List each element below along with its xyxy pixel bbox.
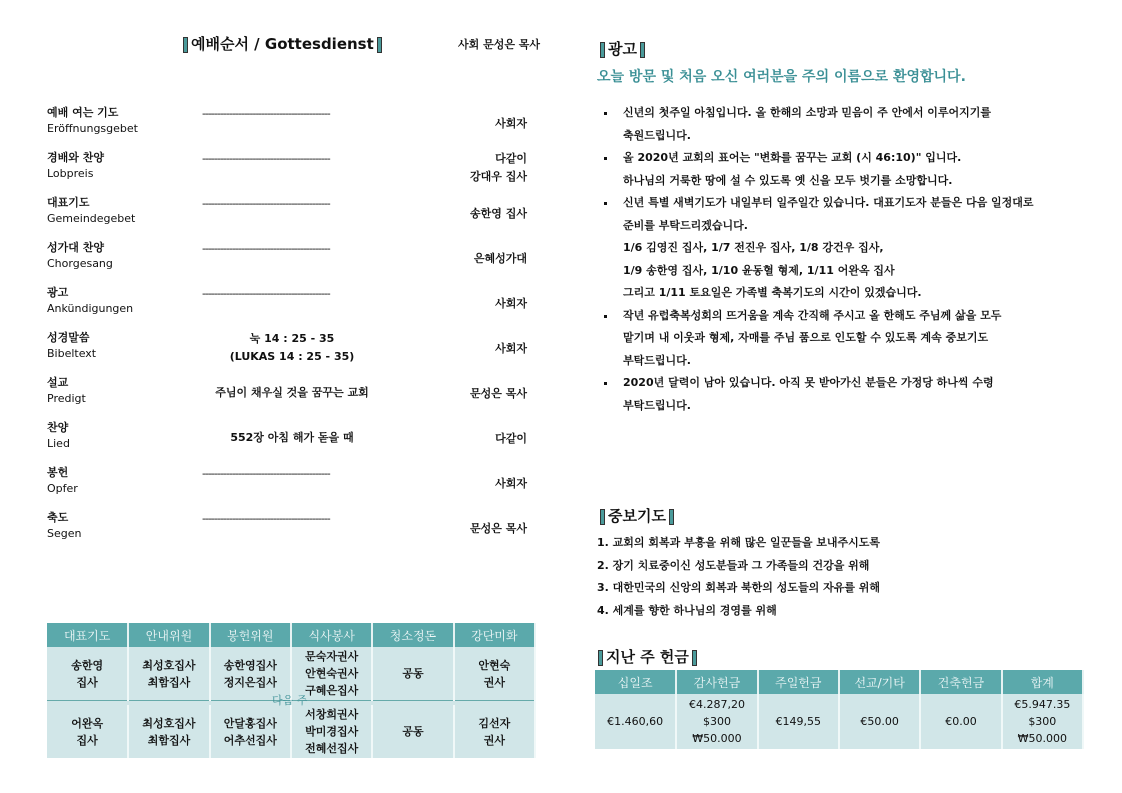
person-name: 은혜성가대 bbox=[473, 252, 527, 265]
cell-line: 구혜은집사 bbox=[305, 684, 359, 697]
cell-line: 어완옥 bbox=[71, 716, 104, 730]
item-label bbox=[47, 510, 81, 542]
column-header: 봉헌위원 bbox=[210, 623, 291, 647]
item-korean: 광고 bbox=[47, 286, 69, 299]
item-korean: 찬양 bbox=[47, 421, 69, 434]
worship-title-text: 예배순서 / Gottesdienst bbox=[191, 35, 374, 53]
person-name: 송한영 집사 bbox=[470, 207, 527, 220]
cell-line: €50.00 bbox=[860, 715, 899, 728]
dash-line: ------------------------------------------- bbox=[202, 197, 330, 210]
item-person bbox=[407, 250, 527, 268]
column-header: 선교/기타 bbox=[839, 670, 920, 694]
announcement-line: 부탁드립니다. bbox=[623, 398, 691, 412]
table-cell bbox=[920, 694, 1001, 749]
table-cell bbox=[210, 705, 291, 758]
table-cell bbox=[676, 694, 757, 749]
item-korean: 설교 bbox=[47, 376, 69, 389]
person-name: 사회자 bbox=[495, 342, 527, 355]
cell-line: 송한영 bbox=[71, 658, 104, 672]
person-name: 문성은 목사 bbox=[470, 522, 527, 535]
cell-line: 집사 bbox=[76, 675, 98, 689]
cell-line: 안현숙 bbox=[478, 658, 511, 672]
item-person bbox=[407, 340, 527, 358]
item-person bbox=[407, 115, 527, 133]
person-name: 사회자 bbox=[495, 117, 527, 130]
item-label bbox=[47, 375, 86, 407]
column-header: 건축헌금 bbox=[920, 670, 1001, 694]
title-bar-icon bbox=[377, 37, 382, 53]
column-header: 청소정돈 bbox=[372, 623, 453, 647]
item-german: Segen bbox=[47, 527, 82, 540]
table-cell bbox=[128, 705, 209, 758]
person-name: 다같이 bbox=[495, 432, 527, 445]
title-bar-icon bbox=[600, 509, 605, 525]
dash-line: ------------------------------------------- bbox=[202, 107, 330, 120]
announcement-line: ▪ 올 2020년 교회의 표어는 "변화를 꿈꾸는 교회 (시 46:10)" 입니다. bbox=[623, 151, 962, 164]
table-cell bbox=[758, 694, 839, 749]
worship-item bbox=[47, 330, 527, 370]
duty-table bbox=[47, 623, 536, 758]
person-name: 문성은 목사 bbox=[470, 387, 527, 400]
announcement-item bbox=[617, 102, 1097, 147]
item-label bbox=[47, 465, 78, 497]
item-content bbox=[197, 384, 387, 402]
announcement-line: ▪ 작년 유럽축복성회의 뜨거움을 계속 간직해 주시고 올 한해도 주님께 삶을 모두 bbox=[623, 308, 1002, 322]
table-row bbox=[47, 705, 535, 758]
item-label bbox=[47, 330, 96, 362]
next-week-label: 다음 주 bbox=[272, 694, 308, 707]
item-label bbox=[47, 420, 70, 452]
worship-item bbox=[47, 510, 527, 550]
worship-item bbox=[47, 195, 527, 235]
table-cell bbox=[47, 647, 128, 701]
welcome-message: 오늘 방문 및 처음 오신 여러분을 주의 이름으로 환영합니다. bbox=[597, 69, 966, 85]
cell-line: 박미경집사 bbox=[305, 725, 359, 738]
cell-line: 안달홍집사 bbox=[223, 716, 277, 730]
item-person bbox=[407, 205, 527, 223]
cell-line: 안현숙권사 bbox=[305, 667, 359, 680]
dash-line: ------------------------------------------- bbox=[202, 152, 330, 165]
item-label bbox=[47, 240, 113, 272]
worship-item bbox=[47, 240, 527, 280]
cell-line: €0.00 bbox=[945, 715, 977, 728]
cell-line: €5.947.35 bbox=[1014, 698, 1071, 711]
column-header: 안내위원 bbox=[128, 623, 209, 647]
worship-item bbox=[47, 465, 527, 505]
worship-order-title bbox=[180, 33, 385, 54]
cell-line: ₩50.000 bbox=[692, 732, 742, 745]
announcement-line: ▪ 2020년 달력이 남아 있습니다. 아직 못 받아가신 분들은 가정당 하나씩 수령 bbox=[623, 376, 994, 389]
table-cell bbox=[595, 694, 676, 749]
cell-line: $300 bbox=[1028, 715, 1057, 728]
person-name: 강대우 집사 bbox=[470, 170, 527, 183]
prayer-list bbox=[597, 532, 880, 622]
person-name: 사회자 bbox=[495, 477, 527, 490]
prayer-item: 3. 대한민국의 신앙의 회복과 북한의 성도들의 자유를 위해 bbox=[597, 581, 881, 594]
item-korean: 경배와 찬양 bbox=[47, 151, 104, 164]
cell-line: 정지은집사 bbox=[223, 675, 277, 689]
cell-line: 전혜선집사 bbox=[305, 742, 359, 755]
content-line: (LUKAS 14 : 25 - 35) bbox=[229, 350, 355, 363]
item-person bbox=[407, 520, 527, 538]
prayer-item: 4. 세계를 향한 하나님의 경영를 위해 bbox=[597, 603, 777, 617]
announcement-line: 그리고 1/11 토요일은 가족별 축복기도의 시간이 있겠습니다. bbox=[623, 286, 922, 299]
item-korean: 예배 여는 기도 bbox=[47, 106, 119, 119]
announcement-line: 하나님의 거룩한 땅에 설 수 있도록 옛 신을 모두 벗기를 소망합니다. bbox=[623, 173, 953, 187]
header-row bbox=[595, 670, 1083, 694]
column-header: 강단미화 bbox=[454, 623, 535, 647]
table-cell bbox=[839, 694, 920, 749]
dash-line: ------------------------------------------- bbox=[202, 287, 330, 300]
cell-line: €149,55 bbox=[775, 715, 822, 728]
worship-item bbox=[47, 375, 527, 415]
item-content bbox=[197, 429, 387, 447]
item-person bbox=[407, 475, 527, 493]
cell-line: $300 bbox=[702, 715, 731, 728]
item-korean: 성가대 찬양 bbox=[47, 241, 104, 254]
presider: 사회 문성은 목사 bbox=[458, 38, 541, 51]
table-cell bbox=[454, 705, 535, 758]
prayer-item: 2. 장기 치료중이신 성도분들과 그 가족들의 건강을 위해 bbox=[597, 558, 870, 572]
announcement-item bbox=[617, 305, 1097, 373]
prayer-title bbox=[597, 505, 677, 526]
person-name: 사회자 bbox=[495, 297, 527, 310]
item-label bbox=[47, 195, 135, 227]
cell-line: 공동 bbox=[402, 725, 424, 738]
item-korean: 성경말씀 bbox=[47, 331, 90, 344]
content-line: 주님이 채우실 것을 꿈꾸는 교회 bbox=[215, 386, 369, 399]
title-bar-icon bbox=[600, 42, 605, 58]
cell-line: 문숙자권사 bbox=[305, 650, 359, 663]
announcement-line: 맡기며 내 이웃과 형제, 자매를 주님 품으로 인도할 수 있도록 계속 중보기도 bbox=[623, 331, 989, 344]
item-person bbox=[407, 385, 527, 403]
table-cell bbox=[372, 705, 453, 758]
column-header: 대표기도 bbox=[47, 623, 128, 647]
item-label bbox=[47, 105, 138, 137]
prayer-item: 1. 교회의 회복과 부흥을 위해 많은 일꾼들을 보내주시도록 bbox=[597, 536, 881, 549]
cell-line: 서창희권사 bbox=[305, 708, 359, 721]
cell-line: 권사 bbox=[483, 675, 505, 689]
cell-line: 송한영집사 bbox=[223, 658, 277, 672]
table-cell bbox=[372, 647, 453, 701]
item-german: Lied bbox=[47, 437, 70, 450]
cell-line: €4.287,20 bbox=[689, 698, 745, 711]
announcements-title-text: 광고 bbox=[608, 40, 637, 58]
column-header: 주일헌금 bbox=[758, 670, 839, 694]
worship-item bbox=[47, 150, 527, 190]
announcement-line: 부탁드립니다. bbox=[623, 353, 691, 367]
item-korean: 대표기도 bbox=[47, 196, 90, 209]
announcement-item bbox=[617, 192, 1097, 305]
cell-line: ₩50.000 bbox=[1017, 732, 1067, 745]
cell-line: 어추선집사 bbox=[223, 733, 277, 747]
cell-line: 최성호집사 bbox=[142, 658, 196, 672]
cell-line: €1.460,60 bbox=[607, 715, 664, 728]
announcement-item bbox=[617, 372, 1097, 417]
item-person bbox=[407, 295, 527, 313]
prayer-title-text: 중보기도 bbox=[608, 507, 666, 525]
item-person bbox=[407, 150, 527, 186]
announcement-line: ▪ 신년의 첫주일 아침입니다. 올 한해의 소망과 믿음이 주 안에서 이루어지기를 bbox=[623, 106, 992, 119]
item-german: Eröffnungsgebet bbox=[47, 122, 138, 135]
item-german: Bibeltext bbox=[47, 347, 97, 360]
divider-cell bbox=[47, 694, 535, 707]
cell-line: 김선자 bbox=[478, 716, 511, 730]
announcement-list bbox=[597, 102, 1097, 417]
table-cell bbox=[128, 647, 209, 701]
cell-line: 권사 bbox=[483, 733, 505, 747]
cell-line: 최함집사 bbox=[147, 675, 191, 689]
item-label bbox=[47, 150, 104, 182]
item-korean: 봉헌 bbox=[47, 466, 69, 479]
title-bar-icon bbox=[640, 42, 645, 58]
header-row bbox=[47, 623, 535, 647]
announcement-line: 축원드립니다. bbox=[623, 128, 691, 142]
worship-item bbox=[47, 420, 527, 460]
cell-line: 집사 bbox=[76, 733, 98, 747]
announcement-line: 1/6 김영진 집사, 1/7 전진우 집사, 1/8 강건우 집사, bbox=[623, 241, 884, 254]
item-label bbox=[47, 285, 133, 317]
cell-line: 공동 bbox=[402, 667, 424, 680]
item-german: Gemeindegebet bbox=[47, 212, 136, 225]
dash-line: ------------------------------------------- bbox=[202, 512, 330, 525]
next-week-divider bbox=[47, 701, 535, 706]
offering-title bbox=[595, 646, 700, 667]
title-bar-icon bbox=[669, 509, 674, 525]
cell-line: 최성호집사 bbox=[142, 716, 196, 730]
item-german: Opfer bbox=[47, 482, 78, 495]
title-bar-icon bbox=[692, 650, 697, 666]
item-german: Ankündigungen bbox=[47, 302, 134, 315]
table-cell bbox=[47, 705, 128, 758]
announcements-title bbox=[597, 38, 648, 59]
worship-item bbox=[47, 285, 527, 325]
column-header: 감사헌금 bbox=[676, 670, 757, 694]
item-german: Chorgesang bbox=[47, 257, 113, 270]
worship-item bbox=[47, 105, 527, 145]
content-line: 눅 14 : 25 - 35 bbox=[249, 332, 335, 345]
person-name: 다같이 bbox=[495, 152, 527, 165]
title-bar-icon bbox=[183, 37, 188, 53]
table-cell bbox=[454, 647, 535, 701]
offering-table bbox=[595, 670, 1084, 749]
table-cell bbox=[291, 705, 372, 758]
table-cell bbox=[1002, 694, 1083, 749]
item-german: Predigt bbox=[47, 392, 86, 405]
title-bar-icon bbox=[598, 650, 603, 666]
item-german: Lobpreis bbox=[47, 167, 94, 180]
dash-line: ------------------------------------------- bbox=[202, 467, 330, 480]
item-content bbox=[197, 330, 387, 366]
column-header: 십일조 bbox=[595, 670, 676, 694]
column-header: 식사봉사 bbox=[291, 623, 372, 647]
item-person bbox=[407, 430, 527, 448]
offering-title-text: 지난 주 헌금 bbox=[606, 648, 689, 666]
item-korean: 축도 bbox=[47, 511, 69, 524]
table-row bbox=[595, 694, 1083, 749]
cell-line: 최함집사 bbox=[147, 733, 191, 747]
announcement-line: ▪ 신년 특별 새벽기도가 내일부터 일주일간 있습니다. 대표기도자 분들은 다음 일정대로 bbox=[623, 196, 1034, 209]
announcement-line: 1/9 송한영 집사, 1/10 윤동혈 형제, 1/11 어완옥 집사 bbox=[623, 263, 895, 277]
dash-line: ------------------------------------------- bbox=[202, 242, 330, 255]
column-header: 합계 bbox=[1002, 670, 1083, 694]
announcement-item bbox=[617, 147, 1097, 192]
content-line: 552장 아침 해가 돋을 때 bbox=[230, 431, 354, 444]
announcement-line: 준비를 부탁드리겠습니다. bbox=[623, 218, 748, 232]
